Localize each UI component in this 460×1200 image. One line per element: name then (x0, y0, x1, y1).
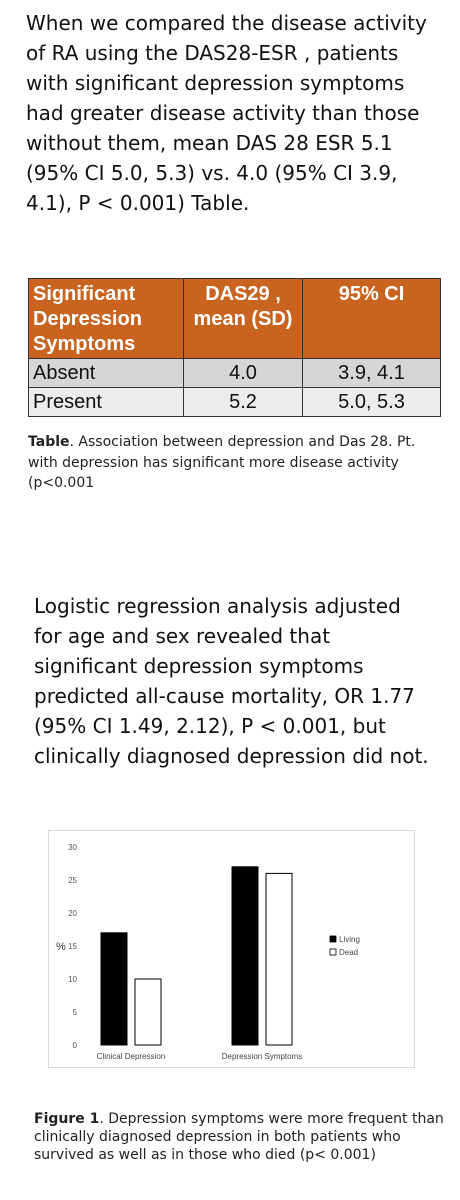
results-paragraph-mortality: Logistic regression analysis adjusted for age and sex revealed that significant depression symptoms predicted all-cause mortality, OR 1.77 (95% CI 1.49, 2.12), P < 0.001, but clinically diagnosed depression did not. (34, 594, 429, 768)
legend-swatch-living (330, 936, 336, 942)
x-tick-label: Clinical Depression (96, 1052, 166, 1061)
depression-bar-chart (48, 830, 415, 1068)
bar-living (101, 933, 127, 1045)
table-caption (28, 432, 438, 494)
legend-label-dead: Dead (339, 948, 359, 957)
bar-living (232, 867, 258, 1045)
das28-table (28, 278, 441, 417)
table-header-row (29, 279, 441, 359)
table-caption-text: . Association between depression and Das 28. Pt. with depression has significant more disease activity (p<0.001 (28, 434, 416, 491)
cell-group: Absent (29, 359, 184, 388)
figure-caption-label: Figure 1 (34, 1111, 100, 1127)
table-row (29, 359, 441, 388)
y-tick-label: 10 (68, 975, 77, 984)
cell-ci: 5.0, 5.3 (303, 388, 441, 417)
table-row (29, 388, 441, 417)
bar-dead (266, 873, 292, 1045)
header-depression-symptoms: Significant Depression Symptoms (29, 279, 184, 359)
table-caption-label: Table (28, 434, 70, 450)
cell-ci: 3.9, 4.1 (303, 359, 441, 388)
header-ci: 95% CI (303, 279, 441, 359)
y-axis-label: % (56, 941, 66, 953)
x-tick-label: Depression Symptoms (221, 1052, 303, 1061)
legend-label-living: Living (339, 935, 360, 944)
y-tick-label: 30 (68, 843, 77, 852)
cell-group: Present (29, 388, 184, 417)
header-das-mean: DAS29 , mean (SD) (184, 279, 303, 359)
figure-caption (34, 1110, 444, 1164)
bar-dead (135, 979, 161, 1045)
results-paragraph-das28: When we compared the disease activity of RA using the DAS28-ESR , patients with significant depression symptoms had greater disease activity than those without them, mean DAS 28 ESR 5.1 (95% CI 5.0, 5.3) vs. 4.0 (95% CI 3.9, 4.1), P < 0.001) Table. (26, 11, 427, 215)
y-tick-label: 15 (68, 942, 77, 951)
legend-swatch-dead (330, 949, 336, 955)
figure-caption-text: . Depression symptoms were more frequent than clinically diagnosed depression in both patients who survived as well as in those who died (p< 0.001) (34, 1111, 444, 1163)
y-tick-label: 0 (72, 1041, 77, 1050)
y-tick-label: 5 (72, 1008, 77, 1017)
chart-svg (49, 831, 414, 1067)
y-tick-label: 20 (68, 909, 77, 918)
y-tick-label: 25 (68, 876, 77, 885)
cell-mean: 4.0 (184, 359, 303, 388)
cell-mean: 5.2 (184, 388, 303, 417)
